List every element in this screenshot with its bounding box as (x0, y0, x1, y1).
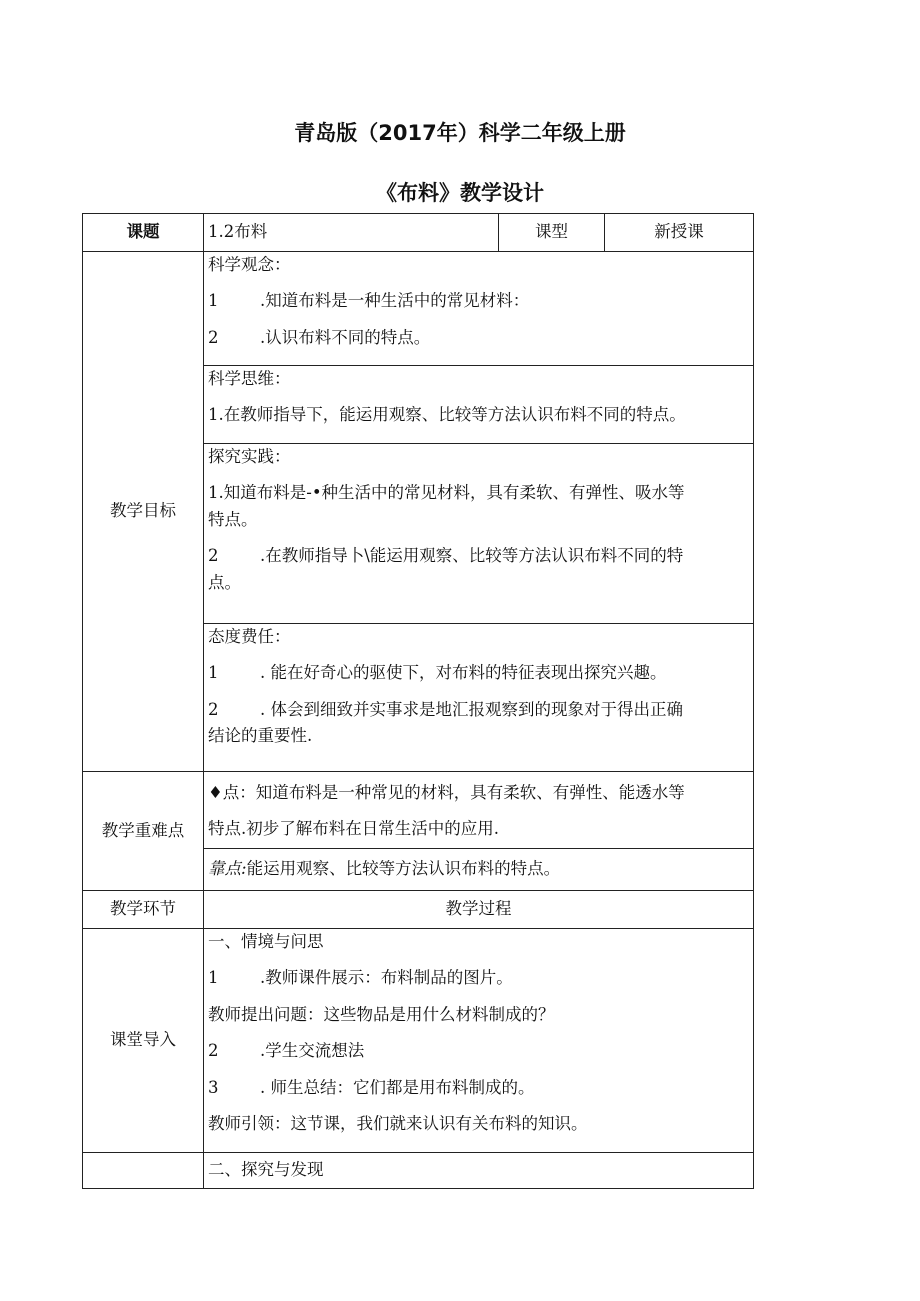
thinking-heading: 科学思维： (208, 369, 291, 388)
intro-cell (204, 929, 754, 1153)
explore-heading: 二、探究与发现 (204, 1153, 754, 1189)
objective-concept-row (83, 252, 754, 366)
key-points-row (83, 772, 754, 849)
difficult-point-prefix: 靠点: (208, 859, 247, 879)
explore-row (83, 1153, 754, 1189)
key-point-cell (204, 772, 754, 849)
lesson-plan-table (82, 213, 754, 1189)
difficult-point-text: 能运用观察、比较等方法认识布料的特点。 (246, 859, 561, 879)
stage-label: 教学环节 (83, 891, 204, 929)
concept-heading: 科学观念： (208, 255, 291, 274)
intro-row (83, 929, 754, 1153)
key-point-line-2: 特点.初步了解布料在日常生活中的应用. (208, 819, 499, 839)
practice-line-2: 2 .在教师指导卜\能运用观察、比较等方法认识布料不同的特 (208, 546, 684, 566)
intro-line-1: 1 .教师课件展示：布料制品的图片。 (208, 968, 513, 988)
practice-heading: 探究实践： (208, 447, 291, 466)
document-title: 青岛版（2017年）科学二年级上册 (294, 121, 626, 145)
practice-cell (204, 444, 754, 624)
attitude-cell (204, 624, 754, 772)
header-row (83, 214, 754, 252)
practice-line-1-cont: 特点。 (208, 509, 258, 529)
attitude-heading: 态度费任： (208, 627, 291, 646)
attitude-line-1: 1 . 能在好奇心的驱使下，对布料的特征表现出探究兴趣。 (208, 663, 667, 683)
intro-line-4: 3 . 师生总结：它们都是用布料制成的。 (208, 1077, 535, 1097)
concept-item-2: 2 .认识布料不同的特点。 (208, 327, 431, 347)
attitude-line-2: 2 . 体会到细致并实事求是地汇报观察到的现象对于得出正确 (208, 699, 683, 719)
intro-line-2: 教师提出问题：这些物品是用什么材料制成的？ (208, 1004, 555, 1024)
type-label: 课型 (499, 214, 605, 252)
objectives-label: 教学目标 (83, 252, 204, 772)
difficult-point-cell (204, 849, 754, 891)
thinking-cell (204, 366, 754, 444)
process-header-row (83, 891, 754, 929)
attitude-line-2-cont: 结论的重要性. (208, 726, 313, 746)
key-points-label: 教学重难点 (83, 772, 204, 891)
key-point-line-1: ♦点：知道布料是一种常见的材料，具有柔软、有弹性、能透水等 (208, 783, 685, 802)
concept-item-1: 1 .知道布料是一种生活中的常见材料： (208, 291, 530, 311)
process-label: 教学过程 (204, 891, 754, 929)
explore-label (83, 1153, 204, 1189)
intro-label: 课堂导入 (83, 929, 204, 1153)
intro-line-3: 2 .学生交流想法 (208, 1041, 365, 1061)
thinking-line: 1.在教师指导下，能运用观察、比较等方法认识布料不同的特点。 (208, 405, 686, 425)
document-subtitle: 《布料》教学设计 (376, 181, 544, 205)
intro-heading: 一、情境与问思 (208, 932, 324, 951)
practice-line-2-cont: 点。 (208, 572, 241, 592)
concept-cell (204, 252, 754, 366)
type-value: 新授课 (605, 214, 754, 252)
intro-line-5: 教师引领：这节课，我们就来认识有关布料的知识。 (208, 1113, 588, 1133)
practice-line-1: 1.知道布料是-•种生活中的常见材料，具有柔软、有弹性、吸水等 (208, 483, 685, 503)
topic-label: 课题 (83, 214, 204, 252)
topic-value: 1.2布料 (204, 214, 499, 252)
